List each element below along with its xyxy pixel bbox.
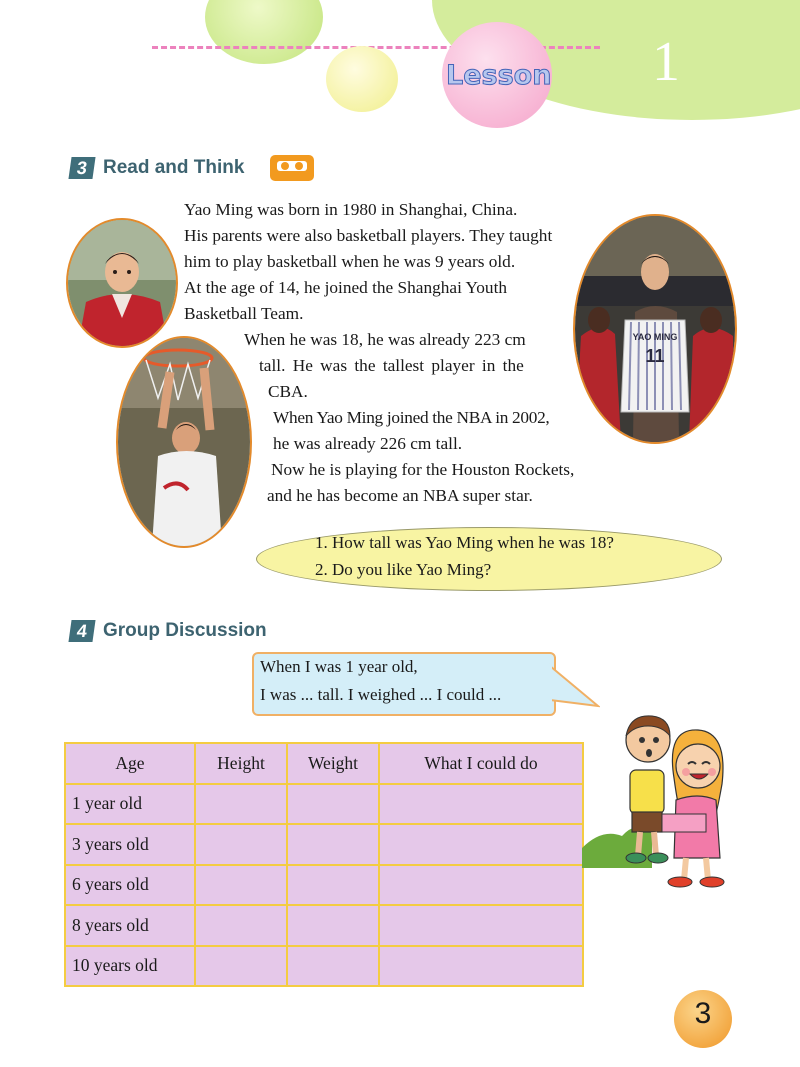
- lesson-label: Lesson: [446, 60, 552, 91]
- jersey-name-text: YAO MING: [632, 332, 678, 342]
- table-row: [65, 905, 583, 946]
- table-row: [65, 946, 583, 987]
- header-age: Age: [65, 743, 195, 784]
- bubble-line-2: I was ... tall. I weighed ... I could ...: [260, 685, 502, 704]
- passage-line-7: tall. He was the tallest player in the: [259, 356, 524, 375]
- height-cell[interactable]: [195, 784, 287, 825]
- header-what-i-could-do: What I could do: [379, 743, 583, 784]
- yao-ming-jersey-photo: [573, 214, 737, 444]
- age-cell: 8 years old: [65, 905, 195, 946]
- weight-cell[interactable]: [287, 784, 379, 825]
- cartoon-children-illustration: [582, 708, 742, 892]
- weight-cell[interactable]: [287, 824, 379, 865]
- section-4-badge: 4: [68, 620, 95, 642]
- height-cell[interactable]: [195, 865, 287, 906]
- yellow-circle-decoration: [326, 46, 398, 112]
- passage-line-1: Yao Ming was born in 1980 in Shanghai, China.: [184, 200, 518, 219]
- ability-cell[interactable]: [379, 946, 583, 987]
- speech-bubble-tail: [548, 662, 600, 710]
- age-cell: 6 years old: [65, 865, 195, 906]
- header-height: Height: [195, 743, 287, 784]
- age-cell: 10 years old: [65, 946, 195, 987]
- height-cell[interactable]: [195, 824, 287, 865]
- ability-cell[interactable]: [379, 824, 583, 865]
- section-3-badge: 3: [68, 157, 95, 179]
- question-1: 1. How tall was Yao Ming when he was 18?: [315, 533, 614, 552]
- jersey-number-text: 11: [645, 346, 665, 366]
- weight-cell[interactable]: [287, 905, 379, 946]
- passage-line-11: Now he is playing for the Houston Rockets,: [271, 460, 575, 479]
- passage-line-5: Basketball Team.: [184, 304, 304, 323]
- page-number: 3: [694, 997, 712, 1030]
- weight-cell[interactable]: [287, 946, 379, 987]
- table-row: [65, 865, 583, 906]
- question-2: 2. Do you like Yao Ming?: [315, 560, 492, 579]
- section-4-title: Group Discussion: [103, 620, 267, 641]
- passage-line-4: At the age of 14, he joined the Shanghai Youth: [184, 278, 508, 297]
- passage-line-10: he was already 226 cm tall.: [273, 434, 463, 453]
- table-header-row: [65, 743, 583, 784]
- weight-cell[interactable]: [287, 865, 379, 906]
- passage-line-3: him to play basketball when he was 9 years old.: [184, 252, 516, 271]
- basketball-dunk-photo: [116, 336, 252, 548]
- ability-cell[interactable]: [379, 905, 583, 946]
- child-photo: [66, 218, 178, 348]
- passage-line-8: CBA.: [268, 382, 308, 401]
- ability-cell[interactable]: [379, 784, 583, 825]
- growth-table: [64, 742, 584, 987]
- passage-line-12: and he has become an NBA super star.: [267, 486, 533, 505]
- bubble-line-1: When I was 1 year old,: [260, 657, 418, 676]
- passage-line-6: When he was 18, he was already 223 cm: [244, 330, 526, 349]
- age-cell: 3 years old: [65, 824, 195, 865]
- table-row: [65, 824, 583, 865]
- passage-line-9: When Yao Ming joined the NBA in 2002,: [273, 408, 550, 427]
- section-3-title: Read and Think: [103, 157, 245, 178]
- ability-cell[interactable]: [379, 865, 583, 906]
- height-cell[interactable]: [195, 946, 287, 987]
- green-circle-decoration: [205, 0, 323, 64]
- passage-line-2: His parents were also basketball players. They taught: [184, 226, 553, 245]
- lesson-number: 1: [652, 31, 680, 93]
- age-cell: 1 year old: [65, 784, 195, 825]
- header-weight: Weight: [287, 743, 379, 784]
- cassette-tape-icon[interactable]: [270, 155, 314, 181]
- table-row: [65, 784, 583, 825]
- height-cell[interactable]: [195, 905, 287, 946]
